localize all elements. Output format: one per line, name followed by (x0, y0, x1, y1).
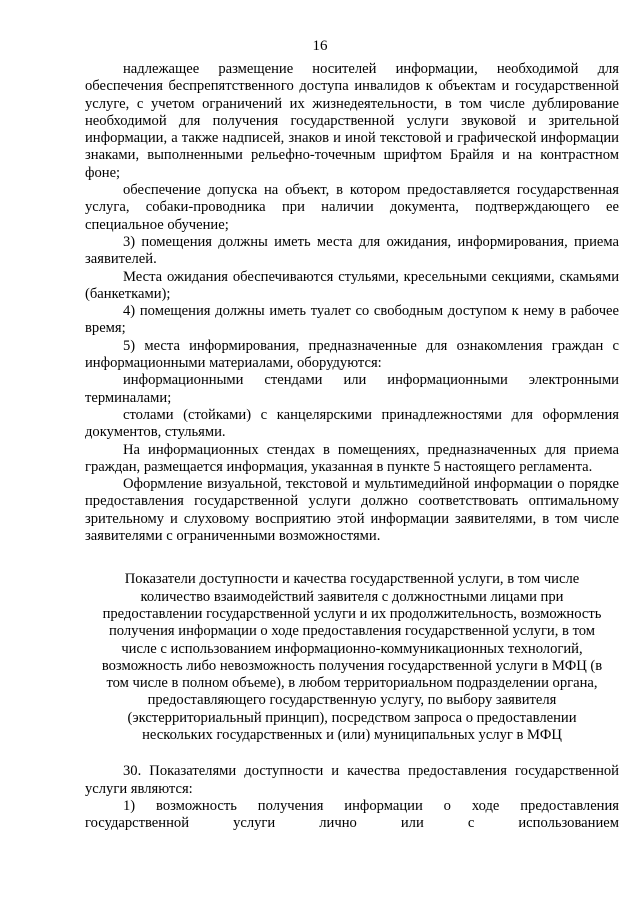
paragraph-info-stands: информационными стендами или информационными электронными терминалами; (85, 372, 619, 406)
paragraph-info-design: Оформление визуальной, текстовой и мультимедийной информации о порядке предоставления государственной услуги должно соответствовать оптимальному зрительному и слуховому восприятию этой информации заявителями, в том числе заявителями с ограниченными возможностями. (85, 476, 619, 545)
document-body (85, 61, 619, 832)
paragraph-waiting-areas: 3) помещения должны иметь места для ожидания, информирования, приема заявителей. (85, 233, 619, 268)
paragraph-stand-info: На информационных стендах в помещениях, предназначенных для приема граждан, размещается информация, указанная в пункте 5 настоящего регламента. (85, 441, 619, 475)
section-heading: Показатели доступности и качества государственной услуги, в том числе количество взаимодействий заявителя с должностными лицами при предоставлении государственной услуги и их продолжительность, возможность получения информации о ходе предоставления государственной услуги, в том числе с использованием информационно-коммуникационных технологий, возможность либо невозможность получения государственной услуги в МФЦ (в том числе в полном объеме), в любом территориальном подразделении органа, предоставляющего государственную услугу, по выбору заявителя (экстерриториальный принцип), посредством запроса о предоставлении нескольких государственных и (или) муниципальных услуг в МФЦ (101, 571, 603, 743)
paragraph-waiting-seating: Места ожидания обеспечиваются стульями, кресельными секциями, скамьями (банкетками); (85, 268, 619, 302)
paragraph-desks: столами (стойками) с канцелярскими принадлежностями для оформления документов, стульями. (85, 406, 619, 441)
paragraph-guide-dog: обеспечение допуска на объект, в котором предоставляется государственная услуга, собаки-проводника при наличии документа, подтверждающего ее специальное обучение; (85, 182, 619, 233)
paragraph-point-30: 30. Показателями доступности и качества предоставления государственной услуги являются: (85, 763, 619, 797)
paragraph-point-30-1: 1) возможность получения информации о ходе предоставления государственной услуги лично или с использованием (85, 797, 619, 832)
paragraph-info-places: 5) места информирования, предназначенные для ознакомления граждан с информационными материалами, оборудуются: (85, 337, 619, 372)
paragraph-toilet: 4) помещения должны иметь туалет со свободным доступом к нему в рабочее время; (85, 303, 619, 337)
paragraph-tactile-info: надлежащее размещение носителей информации, необходимой для обеспечения беспрепятственного доступа инвалидов к объектам и государственной услуге, с учетом ограничений их жизнедеятельности, в том числе дублирование необходимой для получения государственной услуги звуковой и зрительной информации, а также надписей, знаков и иной текстовой и графической информации знаками, выполненными рельефно-точечным шрифтом Брайля и на контрастном фоне; (85, 61, 619, 181)
page-number: 16 (312, 38, 328, 54)
